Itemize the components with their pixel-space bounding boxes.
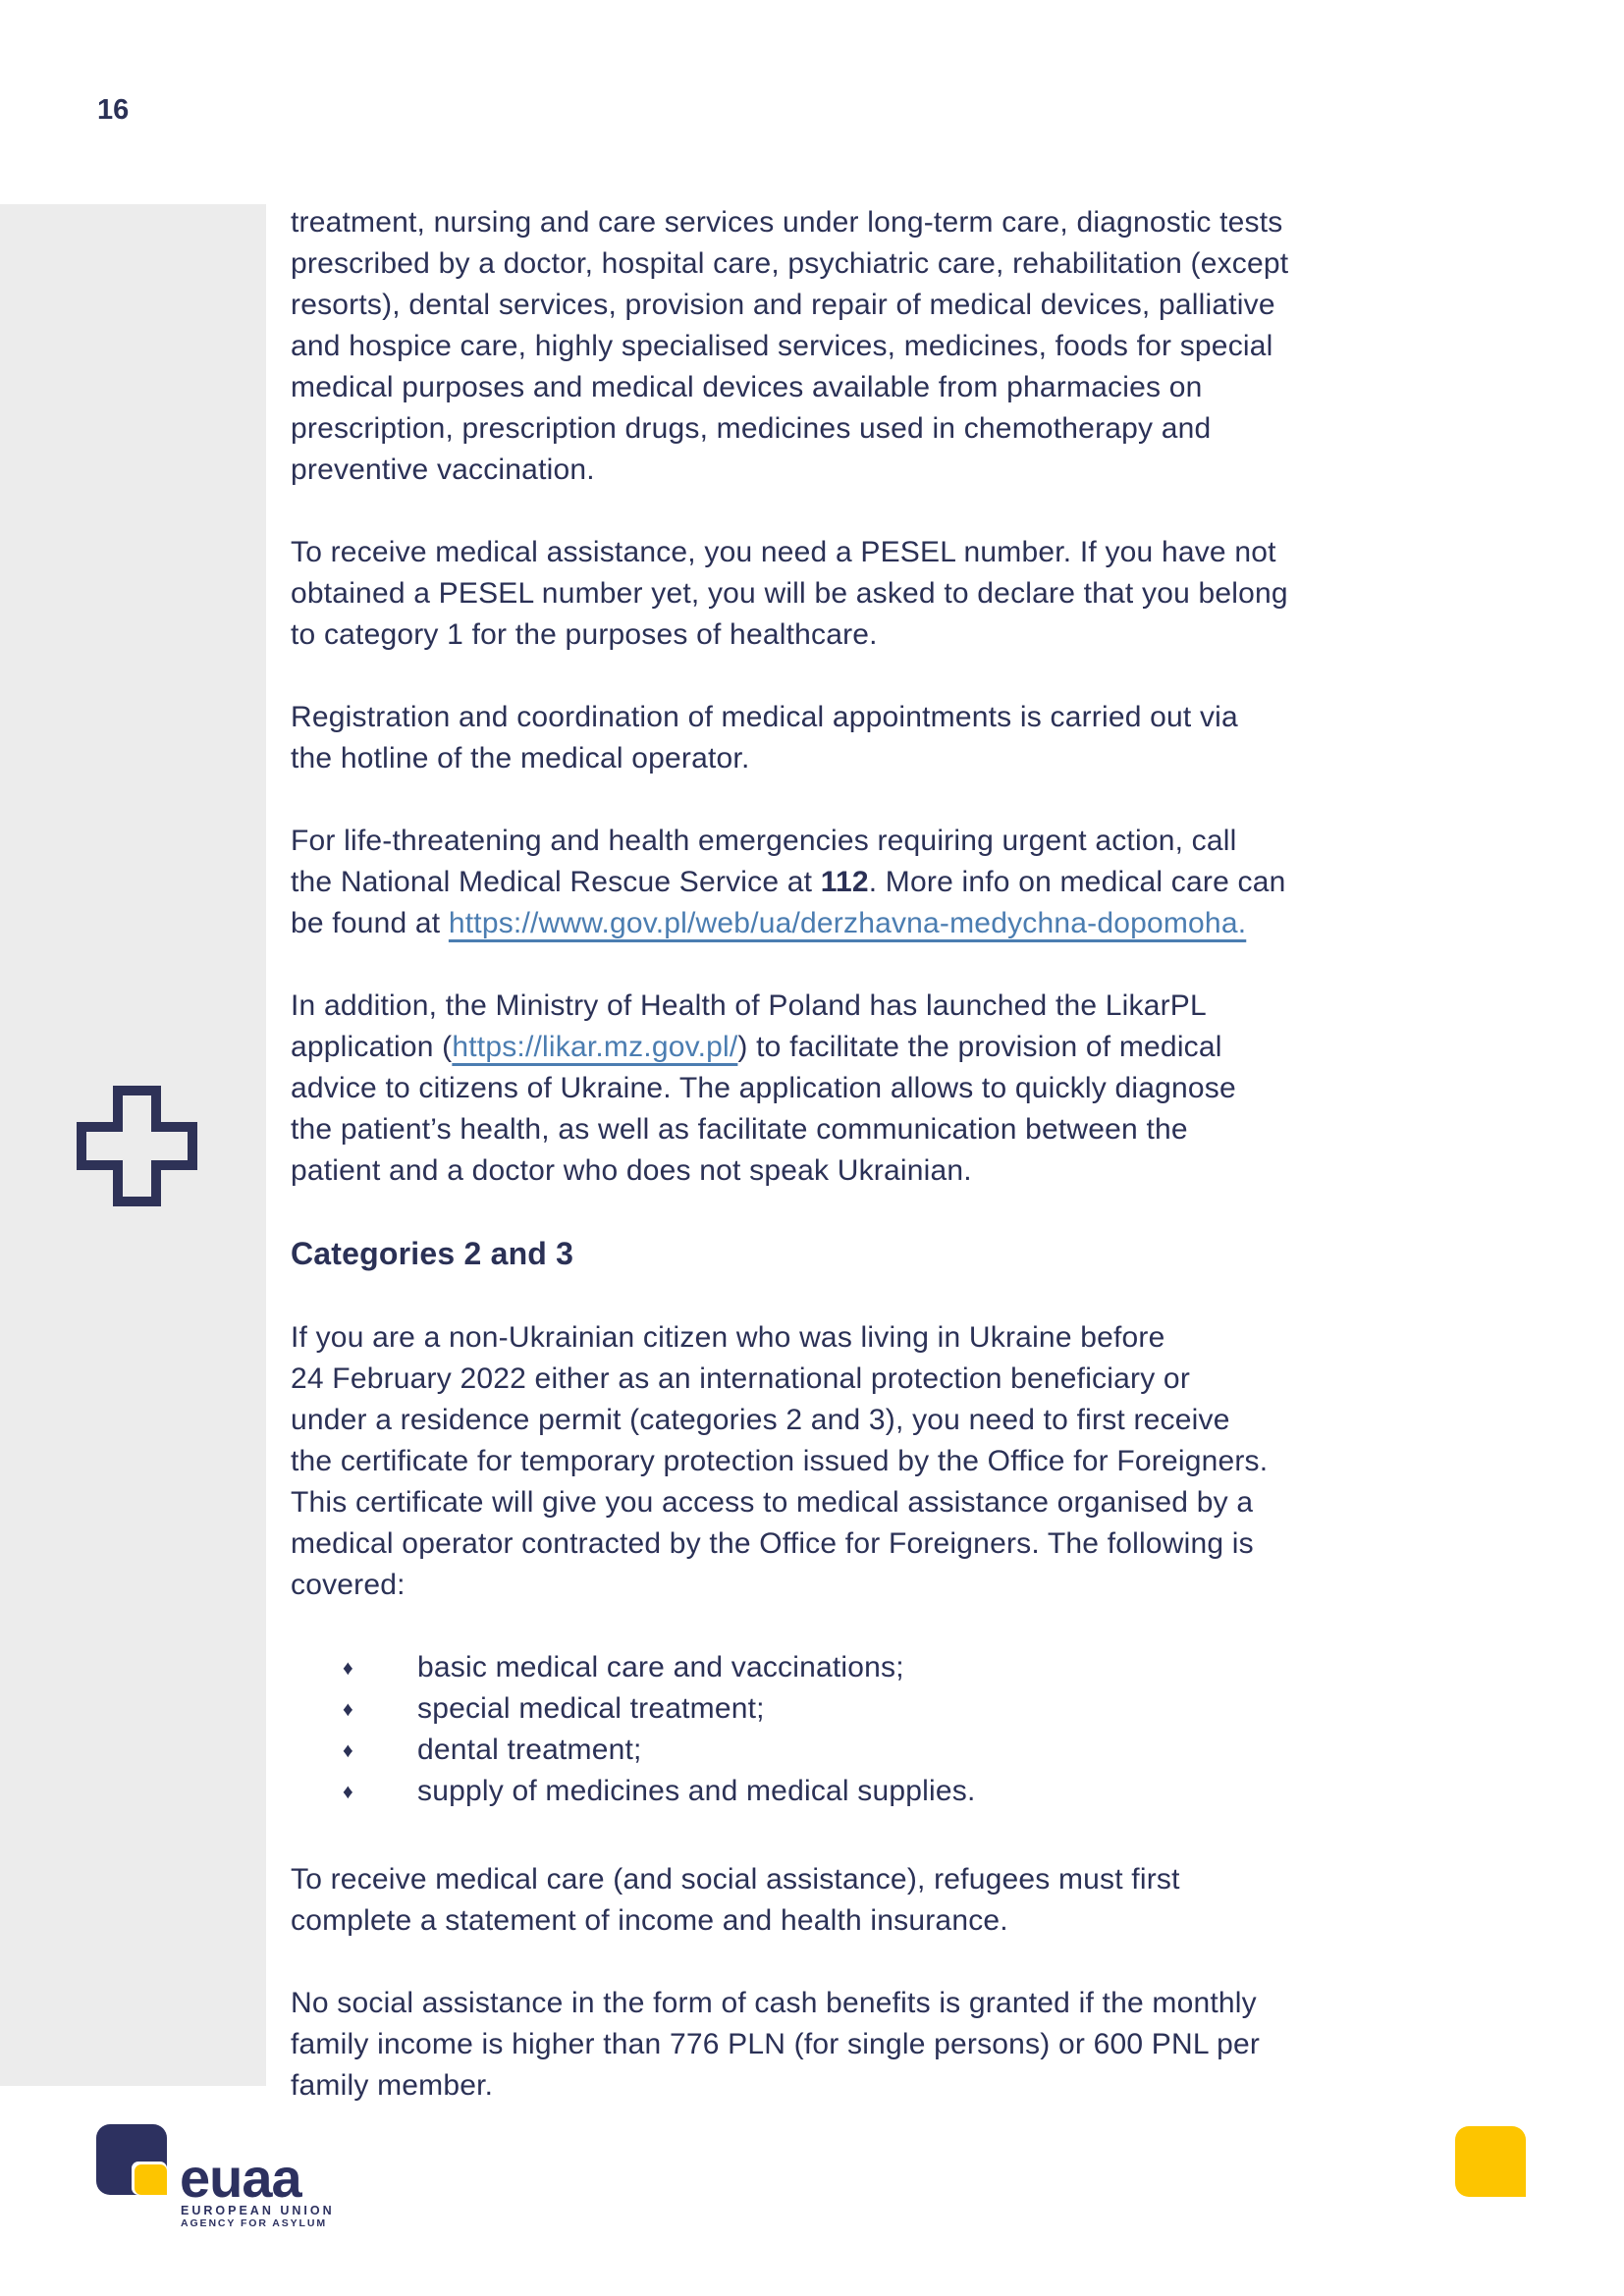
text-line: In addition, the Ministry of Health of Poland has launched the LikarPL xyxy=(291,989,1207,1022)
text-segment: application ( xyxy=(291,1031,453,1063)
paragraph-statement xyxy=(291,1859,1547,1942)
text-line xyxy=(291,862,1547,903)
paragraph-treatment-services xyxy=(291,202,1547,491)
text-line: complete a statement of income and health insurance. xyxy=(291,1904,1008,1937)
bullet-text: dental treatment; xyxy=(417,1734,642,1766)
gov-pl-link[interactable]: https://www.gov.pl/web/ua/derzhavna-medychna-dopomoha. xyxy=(448,907,1247,939)
likar-link[interactable]: https://likar.mz.gov.pl/ xyxy=(452,1031,738,1063)
logo-yellow-square xyxy=(135,2164,167,2195)
text-segment: be found at xyxy=(291,907,449,939)
text-segment: . More info on medical care can xyxy=(868,866,1286,898)
euaa-logo xyxy=(96,2124,352,2237)
diamond-bullet-icon: ♦ xyxy=(343,1739,353,1762)
paragraph-likarpl xyxy=(291,986,1547,1192)
diamond-bullet-icon: ♦ xyxy=(343,1781,353,1803)
logo-caption-line2: AGENCY FOR ASYLUM xyxy=(181,2217,327,2229)
text-line: family member. xyxy=(291,2069,494,2102)
paragraph-emergency xyxy=(291,821,1547,944)
body-text xyxy=(291,202,1547,2148)
paragraph-non-ukrainian xyxy=(291,1317,1547,1606)
text-line: prescription, prescription drugs, medicines used in chemotherapy and xyxy=(291,412,1212,445)
text-line: and hospice care, highly specialised services, medicines, foods for special xyxy=(291,330,1273,362)
text-line: medical purposes and medical devices available from pharmacies on xyxy=(291,371,1203,403)
text-line: under a residence permit (categories 2 and 3), you need to first receive xyxy=(291,1404,1230,1436)
section-heading-categories-2-and-3: Categories 2 and 3 xyxy=(291,1236,574,1271)
text-line: To receive medical care (and social assistance), refugees must first xyxy=(291,1863,1180,1896)
corner-yellow-square xyxy=(1455,2126,1526,2197)
bullet-item xyxy=(291,1688,1547,1730)
paragraph-registration xyxy=(291,697,1547,779)
text-line: No social assistance in the form of cash benefits is granted if the monthly xyxy=(291,1987,1257,2019)
bullet-text: special medical treatment; xyxy=(417,1692,765,1725)
text-segment: the National Medical Rescue Service at xyxy=(291,866,821,898)
bullet-text: supply of medicines and medical supplies. xyxy=(417,1775,976,1807)
text-line: medical operator contracted by the Office for Foreigners. The following is xyxy=(291,1527,1254,1560)
text-line: prescribed by a doctor, hospital care, psychiatric care, rehabilitation (except xyxy=(291,247,1289,280)
text-line: patient and a doctor who does not speak Ukrainian. xyxy=(291,1154,972,1187)
text-line: This certificate will give you access to medical assistance organised by a xyxy=(291,1486,1254,1519)
bullet-item xyxy=(291,1771,1547,1812)
diamond-bullet-icon: ♦ xyxy=(343,1698,353,1721)
page-number: 16 xyxy=(97,94,130,126)
text-line: advice to citizens of Ukraine. The application allows to quickly diagnose xyxy=(291,1072,1236,1104)
bullet-list xyxy=(291,1647,1547,1812)
logo-wordmark: euaa xyxy=(180,2147,301,2209)
bullet-item xyxy=(291,1647,1547,1688)
text-line: obtained a PESEL number yet, you will be asked to declare that you belong xyxy=(291,577,1288,610)
paragraph-cash-benefits xyxy=(291,1983,1547,2107)
text-line: 24 February 2022 either as an international protection beneficiary or xyxy=(291,1362,1191,1395)
text-line: family income is higher than 776 PLN (for single persons) or 600 PNL per xyxy=(291,2028,1261,2060)
bullet-text: basic medical care and vaccinations; xyxy=(417,1651,904,1683)
text-line: the hotline of the medical operator. xyxy=(291,742,750,774)
logo-caption-line1: EUROPEAN UNION xyxy=(181,2204,335,2217)
medical-cross-icon xyxy=(76,1085,198,1207)
text-line: Registration and coordination of medical appointments is carried out via xyxy=(291,701,1238,733)
text-line: resorts), dental services, provision and repair of medical devices, palliative xyxy=(291,289,1275,321)
text-line: to category 1 for the purposes of healthcare. xyxy=(291,618,878,651)
text-line: To receive medical assistance, you need a PESEL number. If you have not xyxy=(291,536,1276,568)
paragraph-pesel xyxy=(291,532,1547,656)
text-line: For life-threatening and health emergencies requiring urgent action, call xyxy=(291,825,1237,857)
text-segment: ) to facilitate the provision of medical xyxy=(737,1031,1222,1063)
text-line: If you are a non-Ukrainian citizen who was living in Ukraine before xyxy=(291,1321,1165,1354)
diamond-bullet-icon: ♦ xyxy=(343,1657,353,1680)
bullet-item xyxy=(291,1730,1547,1771)
text-line xyxy=(291,1027,1547,1068)
text-line xyxy=(291,903,1547,944)
text-line: treatment, nursing and care services under long-term care, diagnostic tests xyxy=(291,206,1283,239)
emergency-number: 112 xyxy=(820,866,869,898)
text-line: the patient’s health, as well as facilitate communication between the xyxy=(291,1113,1188,1146)
text-line: the certificate for temporary protection issued by the Office for Foreigners. xyxy=(291,1445,1269,1477)
text-line: covered: xyxy=(291,1569,406,1601)
text-line: preventive vaccination. xyxy=(291,454,595,486)
